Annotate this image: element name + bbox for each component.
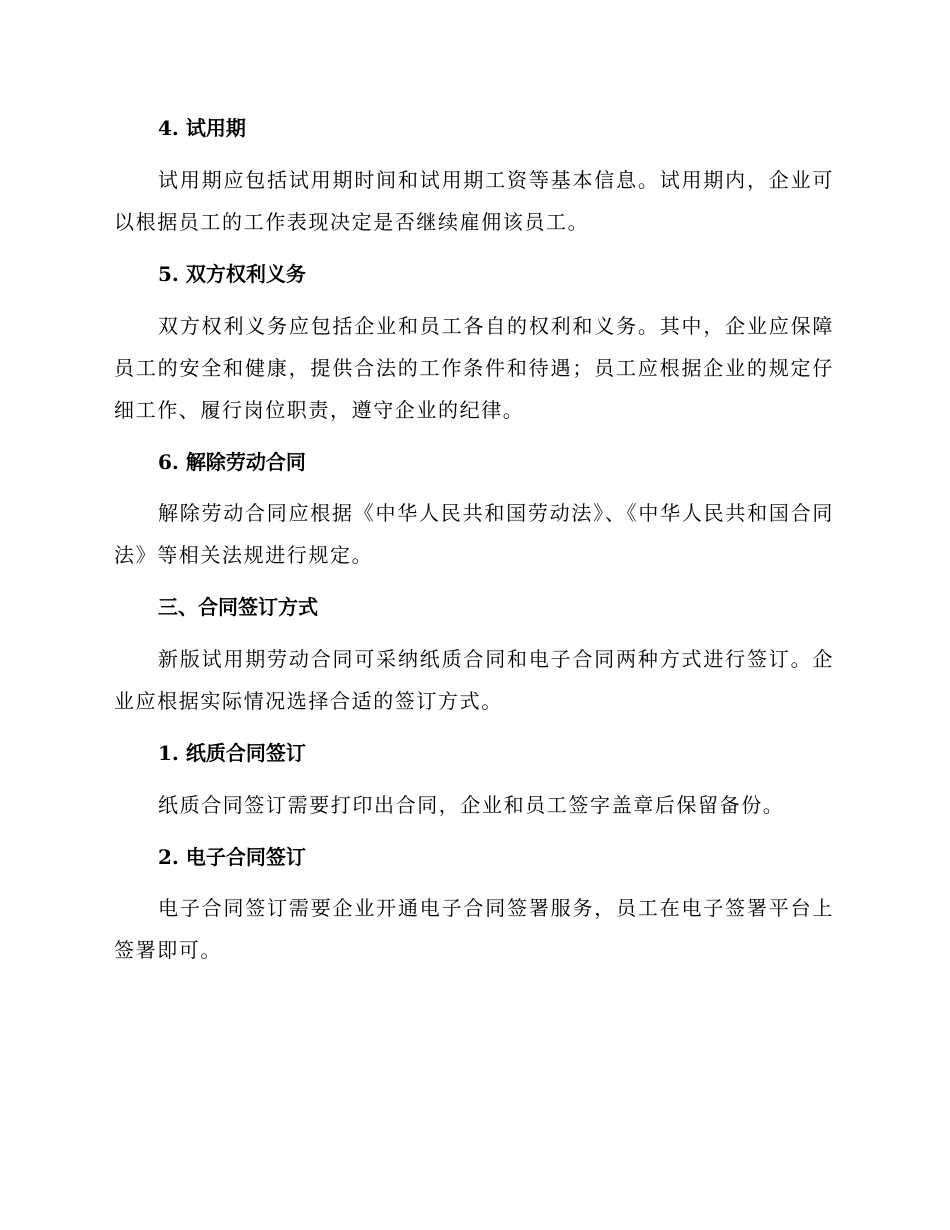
section-heading-paper-contract: 1. 纸质合同签订 [158, 741, 306, 765]
section-paragraph-electronic-contract: 电子合同签订需要企业开通电子合同签署服务，员工在电子签署平台上签署即可。 [114, 896, 834, 962]
section-heading-termination: 6. 解除劳动合同 [158, 450, 306, 474]
section-heading-signing-methods: 三、合同签订方式 [158, 595, 318, 619]
section-paragraph-termination: 解除劳动合同应根据《中华人民共和国劳动法》、《中华人民共和国合同法》等相关法规进行规定。 [114, 501, 834, 567]
section-heading-electronic-contract: 2. 电子合同签订 [158, 845, 306, 869]
section-paragraph-rights-obligations: 双方权利义务应包括企业和员工各自的权利和义务。其中，企业应保障员工的安全和健康，提供合法的工作条件和待遇；员工应根据企业的规定仔细工作、履行岗位职责，遵守企业的纪律。 [114, 314, 834, 422]
section-heading-probation: 4. 试用期 [158, 116, 246, 140]
section-paragraph-paper-contract: 纸质合同签订需要打印出合同，企业和员工签字盖章后保留备份。 [158, 793, 785, 817]
section-paragraph-signing-methods: 新版试用期劳动合同可采纳纸质合同和电子合同两种方式进行签订。企业应根据实际情况选择合适的签订方式。 [114, 647, 834, 713]
section-heading-rights-obligations: 5. 双方权利义务 [158, 262, 306, 286]
section-paragraph-probation: 试用期应包括试用期时间和试用期工资等基本信息。试用期内，企业可以根据员工的工作表现决定是否继续雇佣该员工。 [114, 168, 834, 234]
